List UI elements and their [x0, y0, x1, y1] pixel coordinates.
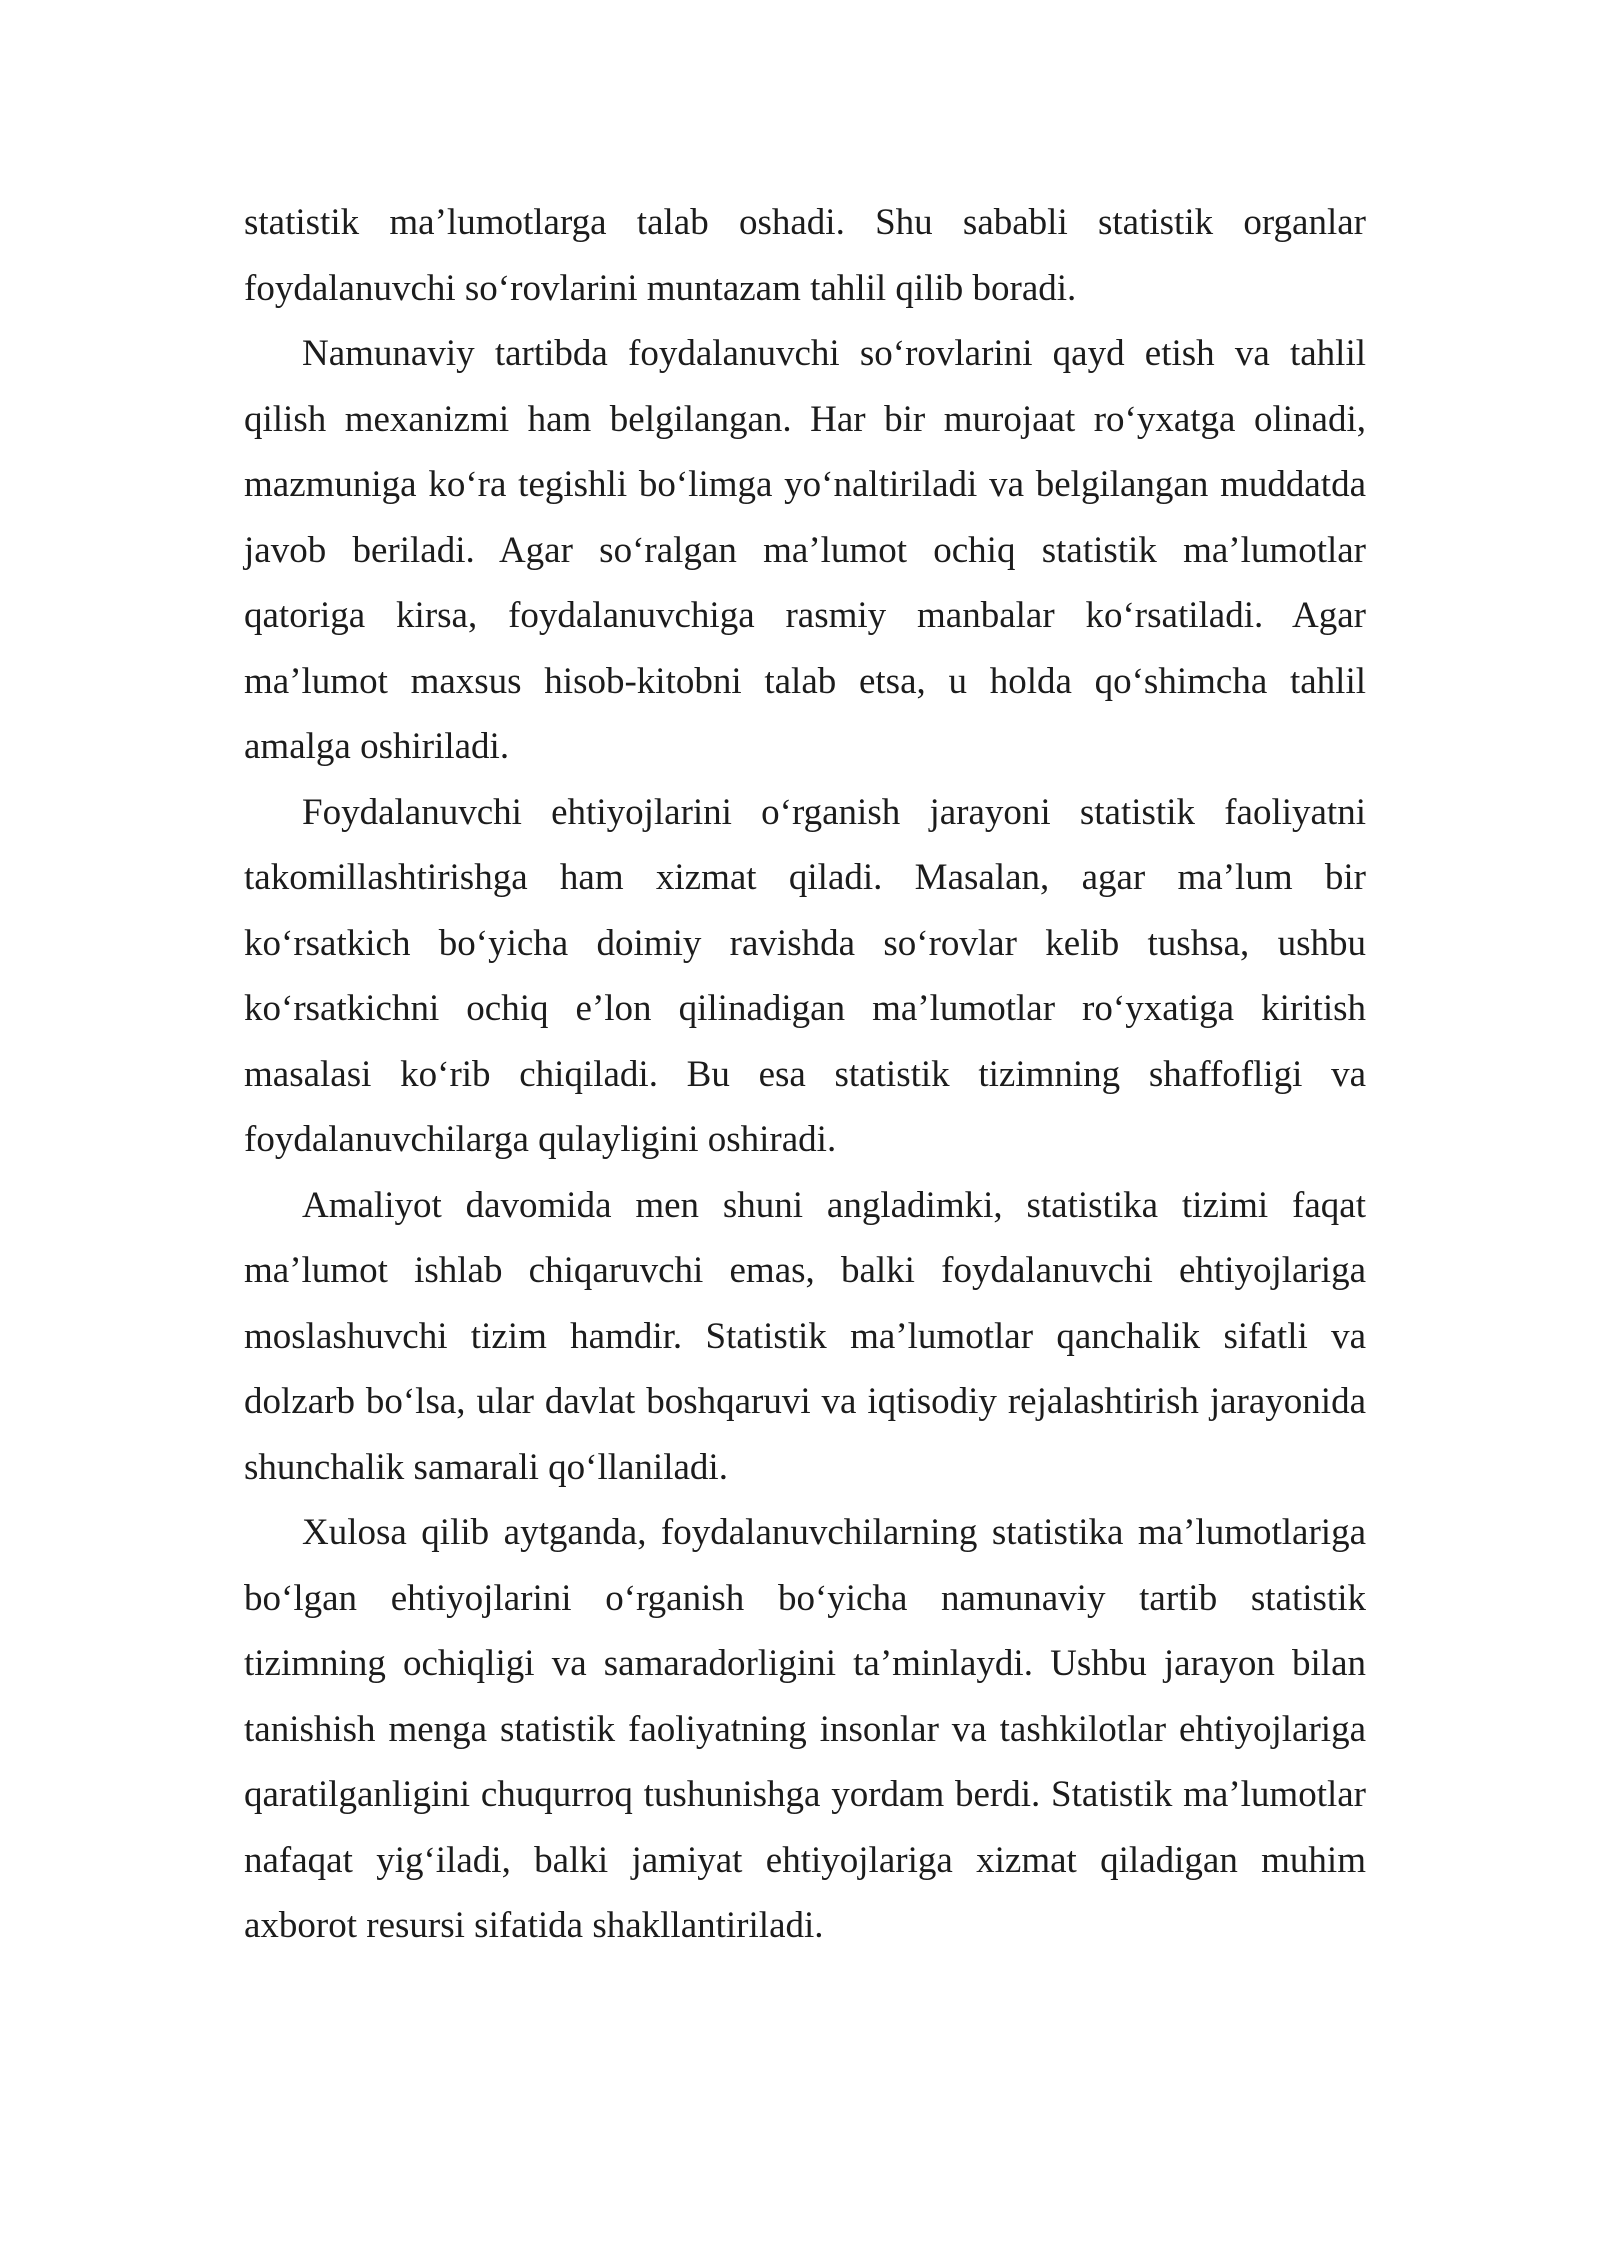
paragraph-practice-insight: Amaliyot davomida men shuni angladimki, statistika tizimi faqat ma’lumot ishlab chiqaruvchi emas, balki foydalanuvchi ehtiyojlariga moslashuvchi tizim hamdir. Statistik ma’lumotlar qanchalik sifatli va dolzarb bo‘lsa, ular davlat boshqaruvi va iqtisodiy rejalashtirish jarayonida shunchalik samarali qo‘llaniladi. — [244, 1184, 1366, 1488]
document-body — [244, 190, 1366, 1959]
paragraph-request-mechanism: Namunaviy tartibda foydalanuvchi so‘rovlarini qayd etish va tahlil qilish mexanizmi ham belgilangan. Har bir murojaat ro‘yxatga olinadi, mazmuniga ko‘ra tegishli bo‘limga yo‘naltiriladi va belgilangan muddatda javob beriladi. Agar so‘ralgan ma’lumot ochiq statistik ma’lumotlar qatoriga kirsa, foydalanuvchiga rasmiy manbalar ko‘rsatiladi. Agar ma’lumot maxsus hisob-kitobni talab etsa, u holda qo‘shimcha tahlil amalga oshiriladi. — [244, 333, 1366, 767]
paragraph-continuation: statistik ma’lumotlarga talab oshadi. Shu sababli statistik organlar foydalanuvchi so‘rovlarini muntazam tahlil qilib boradi. — [244, 202, 1366, 309]
paragraph-needs-study: Foydalanuvchi ehtiyojlarini o‘rganish jarayoni statistik faoliyatni takomillashtirishga ham xizmat qiladi. Masalan, agar ma’lum bir ko‘rsatkich bo‘yicha doimiy ravishda so‘rovlar kelib tushsa, ushbu ko‘rsatkichni ochiq e’lon qilinadigan ma’lumotlar ro‘yxatiga kiritish masalasi ko‘rib chiqiladi. Bu esa statistik tizimning shaffofligi va foydalanuvchilarga qulayligini oshiradi. — [244, 791, 1366, 1160]
paragraph-conclusion: Xulosa qilib aytganda, foydalanuvchilarning statistika ma’lumotlariga bo‘lgan ehtiyojlarini o‘rganish bo‘yicha namunaviy tartib statistik tizimning ochiqligi va samaradorligini ta’minlaydi. Ushbu jarayon bilan tanishish menga statistik faoliyatning insonlar va tashkilotlar ehtiyojlariga qaratilganligini chuqurroq tushunishga yordam berdi. Statistik ma’lumotlar nafaqat yig‘iladi, balki jamiyat ehtiyojlariga xizmat qiladigan muhim axborot resursi sifatida shakllantiriladi. — [244, 1512, 1366, 1946]
